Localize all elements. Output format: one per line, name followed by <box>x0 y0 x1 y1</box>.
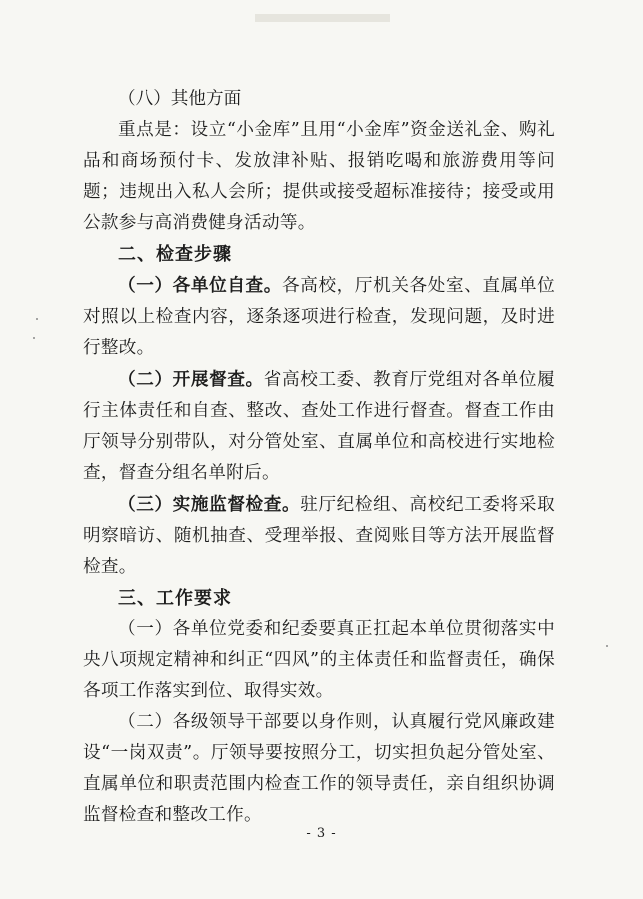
document-body <box>83 84 555 831</box>
part-2-item-2 <box>83 364 555 489</box>
part-2-item-1 <box>83 270 555 364</box>
scan-speck <box>36 318 38 320</box>
section-8-paragraph: 重点是：设立“小金库”且用“小金库”资金送礼金、购礼品和商场预付卡、发放津补贴、报销吃喝和旅游费用等问题；违规出入私人会所；提供或接受超标准接待；接受或用公款参与高消费健身活动等。 <box>83 120 555 233</box>
page-number: - 3 - <box>306 826 337 841</box>
part-2-item-3 <box>83 489 555 583</box>
part-3-title: 三、工作要求 <box>118 588 232 609</box>
part-2-title: 二、检查步骤 <box>118 244 232 265</box>
item-lead: （二）开展督查。 <box>118 369 264 390</box>
item-text: 各高校，厅机关各处室、直属单位对照以上检查内容，逐条逐项进行检查，发现问题，及时进行整改。 <box>83 276 555 358</box>
item-lead: （三）实施监督检查。 <box>118 494 301 515</box>
item-lead: （一）各单位自查。 <box>118 275 282 296</box>
section-8-heading: （八）其他方面 <box>118 89 242 109</box>
item-text: 驻厅纪检组、高校纪工委将采取明察暗访、随机抽查、受理举报、查阅账目等方法开展监督检查。 <box>83 495 555 577</box>
item-text: 省高校工委、教育厅党组对各单位履行主体责任和自查、整改、查处工作进行督查。督查工作由厅领导分别带队，对分管处室、直属单位和高校进行实地检查，督查分组名单附后。 <box>83 370 555 483</box>
part-3-item-1: （一）各单位党委和纪委要真正扛起本单位贯彻落实中央八项规定精神和纠正“四风”的主体责任和监督责任，确保各项工作落实到位、取得实效。 <box>83 619 555 701</box>
scan-speck <box>606 645 608 647</box>
scan-artifact <box>255 14 390 22</box>
scan-speck <box>33 337 35 339</box>
part-3-item-2: （二）各级领导干部要以身作则，认真履行党风廉政建设“一岗双责”。厅领导要按照分工，切实担负起分管处室、直属单位和职责范围内检查工作的领导责任，亲自组织协调监督检查和整改工作。 <box>83 712 555 825</box>
